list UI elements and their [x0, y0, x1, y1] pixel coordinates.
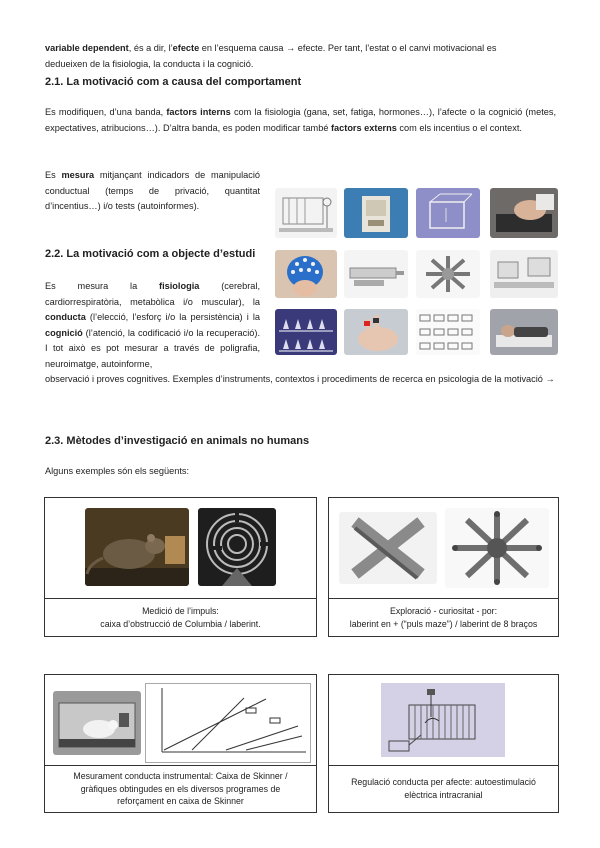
caption-line: elèctrica intracranial	[404, 790, 483, 800]
section-2-2-paragraph-narrow	[45, 279, 260, 372]
box-caption	[45, 598, 316, 636]
example-box-self-stimulation	[328, 674, 559, 813]
radial-maze-photo	[416, 250, 480, 298]
neurons-diagram	[275, 309, 337, 355]
self-stimulation-diagram	[381, 683, 505, 757]
finger-sensor-photo	[344, 309, 408, 355]
text-span: Es modifiquen, d’una banda,	[45, 107, 167, 117]
eeg-cap-photo	[275, 250, 337, 298]
bold-term: efecte	[172, 43, 200, 53]
section-2-2-title: 2.2. La motivació com a objecte d’estudi	[45, 248, 256, 260]
eight-arm-maze-photo	[445, 508, 549, 588]
caption-line: Mesurament conducta instrumental: Caixa de Skinner /	[73, 771, 288, 782]
text-span: (cerebral, cardiorrespiratòria, metabòlica i/o muscular), la	[45, 281, 261, 307]
text-span: (l’atenció, la codificació i/o la recuperació). I tot això es pot mesurar a través de poligrafia, neuroimatge, autoinforme,	[45, 327, 260, 369]
skinner-box-photo	[53, 691, 141, 755]
text-span: , és a dir, l’	[128, 43, 173, 53]
box-caption	[329, 765, 558, 812]
incubator-device-photo	[344, 188, 408, 238]
box-caption	[329, 598, 558, 636]
example-box-skinner	[44, 674, 317, 813]
computer-lab-photo	[490, 250, 558, 298]
section-2-3-intro: Alguns exemples són els següents:	[45, 466, 190, 476]
example-box-impulse	[44, 497, 317, 637]
bold-term: factors externs	[330, 122, 397, 133]
caption-line: gràfiques obtingudes en els diversos programes de	[80, 783, 281, 794]
person-lying-photo	[490, 309, 558, 355]
text-span: en l’esquema causa → efecte. Per tant, l’estat o el canvi motivacional es	[199, 43, 497, 53]
caption-line: caixa d’obstrucció de Columbia / laberint.	[100, 618, 261, 629]
bold-term: factors interns	[166, 107, 231, 117]
bold-term: conducta	[45, 312, 86, 322]
rat-obstruction-box-photo	[85, 508, 189, 586]
labyrinth-photo	[198, 508, 276, 586]
text-span: (l’elecció, l’esforç i/o la persistència) i la	[85, 312, 260, 322]
section-2-3-title: 2.3. Mètodes d’investigació en animals no humans	[45, 435, 310, 447]
hand-keyboard-photo	[490, 188, 558, 238]
section-2-1-paragraph-2	[45, 168, 260, 215]
bold-term: mesura	[61, 170, 95, 180]
section-2-1-paragraph-1	[45, 105, 556, 136]
section-2-2-paragraph-full: observació i proves cognitives. Exemples d’instruments, contextos i procediments de recerca en psicologia de la motivació →	[45, 374, 555, 384]
operant-chamber-photo	[416, 188, 480, 238]
text-span: Es mesura la	[45, 281, 160, 291]
text-span: mitjançant indicadors de manipulació conductual (temps de privació, quantitat d’incentius…) i/o tests (autoinformes).	[45, 170, 260, 211]
plus-maze-photo	[339, 512, 437, 584]
caption-line: Exploració - curiositat - por:	[389, 605, 498, 616]
caption-line: Regulació conducta per afecte: autoestimulació	[351, 777, 536, 787]
test-chart-diagram	[416, 309, 480, 355]
bold-term: cognició	[45, 327, 83, 338]
syringe-device-photo	[344, 250, 408, 298]
cumulative-record-graph	[145, 683, 311, 763]
example-box-exploration	[328, 497, 559, 637]
bold-term: fisiologia	[159, 281, 200, 291]
text-span: com els incentius o el context.	[396, 122, 522, 133]
caption-line: reforçament en caixa de Skinner	[117, 796, 244, 807]
text-span: com la fisiologia (gana, set, fatiga, hormones…), l’afecte o la cognició (metes, expectatives, atribucions…). D’altra banda, es poden modificar també	[45, 107, 557, 133]
bold-term: variable dependent	[45, 43, 129, 53]
intro-line-2: dedueixen de la fisiologia, la conducta i la cognició.	[45, 59, 254, 69]
intro-line-1	[45, 41, 556, 57]
text-span: Es	[45, 170, 62, 180]
lab-apparatus-photo	[275, 188, 337, 238]
section-2-1-title: 2.1. La motivació com a causa del comportament	[45, 76, 302, 88]
box-caption	[45, 765, 316, 812]
caption-line: laberint en + (“puls maze”) / laberint de 8 braços	[349, 618, 538, 629]
caption-line: Medició de l’impuls:	[142, 605, 219, 616]
